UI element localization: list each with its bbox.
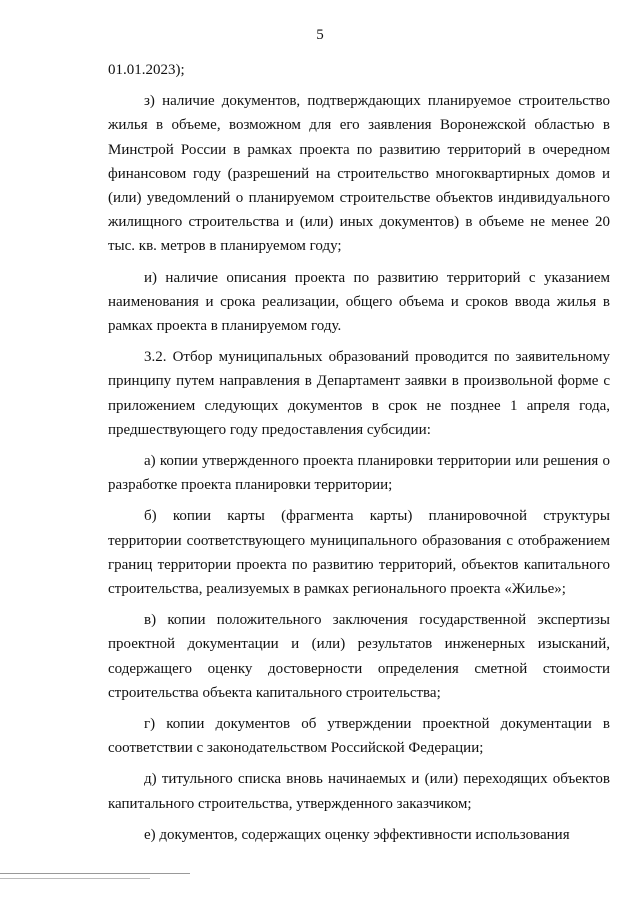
paragraph-item-d: д) титульного списка вновь начинаемых и (или) переходящих объектов капитального строительства, утвержденного заказчиком; — [108, 771, 610, 812]
document-body — [108, 58, 610, 854]
scan-artifact-line-secondary — [0, 878, 150, 879]
paragraph-item-g: г) копии документов об утверждении проектной документации в соответствии с законодательством Российской Федерации; — [108, 716, 610, 757]
paragraph-item-z: з) наличие документов, подтверждающих планируемое строительство жилья в объеме, возможном для его заявления Воронежской областью в Минстрой России в рамках проекта по развитию территорий в очередном финансовом году (разрешений на строительство многоквартирных домов и (или) уведомлений о планируемом строительстве объектов индивидуального жилищного строительства и (или) иных документов) в объеме не менее 20 тыс. кв. метров в планируемом году; — [108, 93, 610, 255]
paragraph-item-e: е) документов, содержащих оценку эффективности использования — [144, 826, 570, 843]
paragraph-item-b: б) копии карты (фрагмента карты) планировочной структуры территории соответствующего муниципального образования с отображением границ территории проекта по развитию территорий, объектов капитального строительства, реализуемых в рамках регионального проекта «Жилье»; — [108, 508, 610, 598]
paragraph-item-i: и) наличие описания проекта по развитию территорий с указанием наименования и срока реализации, общего объема и сроков ввода жилья в рамках проекта в планируемом году. — [108, 269, 610, 335]
scan-artifact-line — [0, 873, 190, 874]
paragraph-section-3-2: 3.2. Отбор муниципальных образований проводится по заявительному принципу путем направления в Департамент заявки в произвольной форме с приложением следующих документов в срок не позднее 1 апреля года, предшествующего году предоставления субсидии: — [108, 349, 610, 438]
paragraph-item-a: а) копии утвержденного проекта планировки территории или решения о разработке проекта планировки территории; — [108, 453, 610, 494]
paragraph-item-v: в) копии положительного заключения государственной экспертизы проектной документации и (или) результатов инженерных изысканий, содержащего оценку достоверности определения сметной стоимости строительства объекта капитального строительства; — [108, 612, 610, 701]
paragraph-continuation: 01.01.2023); — [108, 62, 185, 78]
page-number: 5 — [316, 27, 324, 43]
